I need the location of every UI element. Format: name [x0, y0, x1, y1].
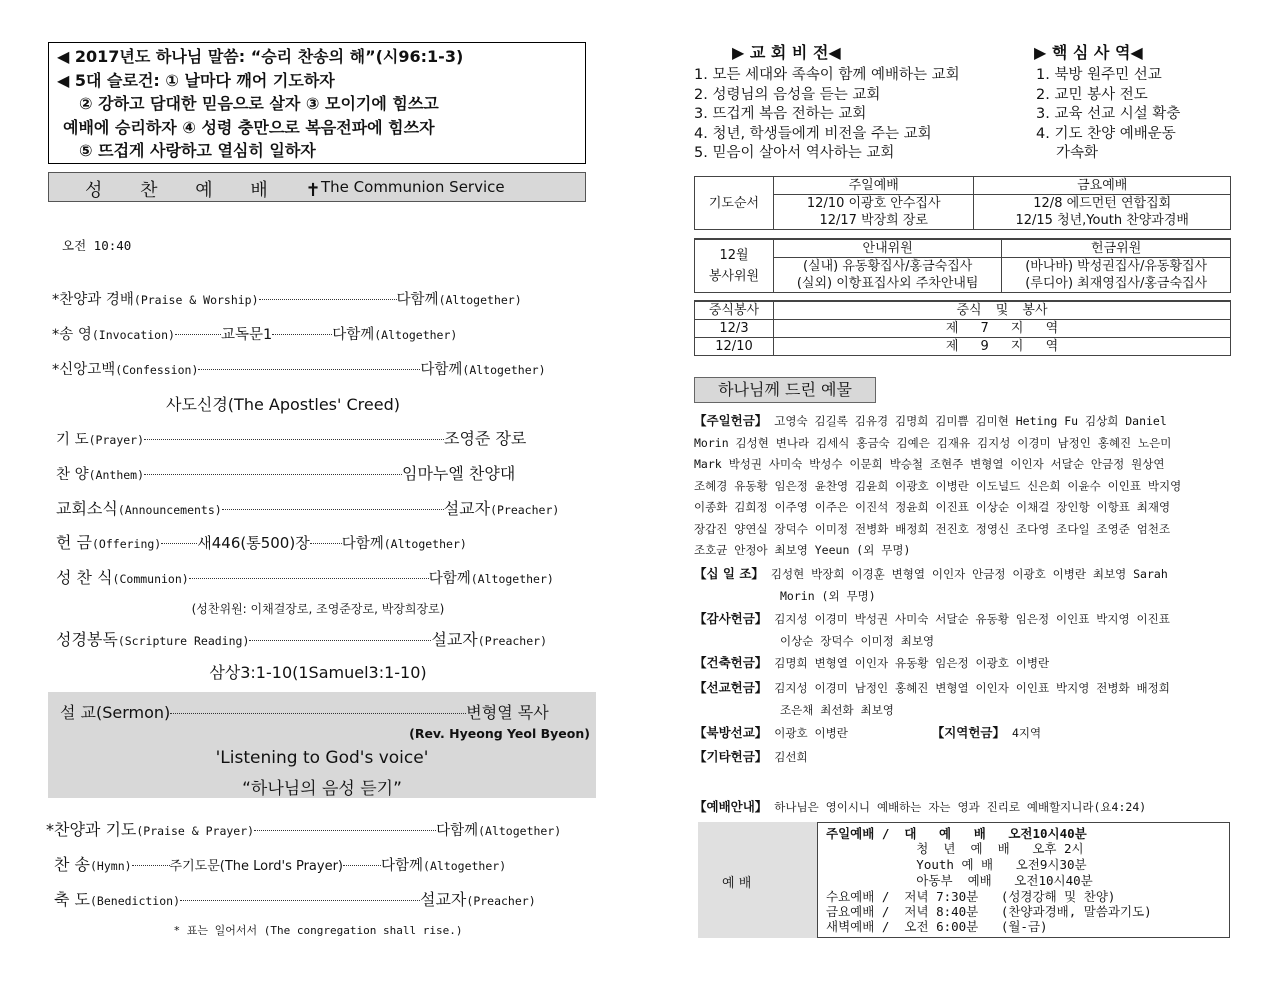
worship-label: 예 배 [722, 876, 752, 891]
offering-head: 헌금위원 [1002, 239, 1231, 258]
sermon-row: 설 교(Sermon) 변형열 목사 [60, 703, 549, 722]
order-row: 교회소식(Announcements) 설교자(Preacher) [56, 499, 560, 518]
list-item: 3. 뜨겁게 복음 전하는 교회 [694, 106, 867, 122]
order-row: 찬 송(Hymn) 주기도문(The Lord's Prayer) 다함께(Altogether) [54, 855, 507, 874]
offering-north: 【북방선교】 이광호 이병란 【지역헌금】 4지역 [694, 725, 1042, 740]
prayer-label: 기도순서 [695, 177, 774, 230]
service-title-bar [48, 172, 586, 202]
sermon-box [48, 692, 596, 798]
worship-line: 금요예배 / 저녁 8:40분 (찬양과경배, 말씀과기도) [826, 904, 1152, 919]
sermon-title-en: 'Listening to God's voice' [215, 748, 429, 768]
worship-label-cell [698, 822, 818, 938]
order-row: *찬양과 경배(Praise & Worship) 다함께(Altogether) [52, 292, 522, 308]
motto-line: ② 강하고 담대한 믿음으로 살자 ③ 모이기에 힘쓰고 [79, 94, 439, 113]
motto-line: ⑤ 뜨겁게 사랑하고 열심히 일하자 [79, 141, 316, 160]
order-row: 찬 양(Anthem) 임마누엘 찬양대 [56, 464, 516, 483]
worship-guide-verse: 【예배안내】 하나님은 영이시니 예배하는 자는 영과 진리로 예배할지니라(요4:24) [694, 799, 1147, 814]
ministry-title: ▶ 핵 심 사 역◀ [1034, 43, 1143, 62]
worship-line: 아동부 예배 오전10시40분 [826, 873, 1093, 888]
order-row: 헌 금(Offering) 새446(통500)장 다함께(Altogether) [56, 533, 467, 552]
list-item: 4. 기도 찬양 예배운동 [1036, 125, 1176, 142]
service-time: 오전 10:40 [62, 238, 132, 253]
scripture: 삼상3:1-10(1Samuel3:1-10) [209, 663, 427, 682]
worship-line: 새벽예배 / 오전 6:00분 (월-금) [826, 919, 1048, 934]
offering-thanks: 【감사헌금】 김지성 이경미 박성권 사미숙 서달순 유동황 임은정 이인표 박지영 이진표 이상순 장덕수 이미정 최보영 [694, 611, 1170, 648]
motto-box [48, 42, 586, 164]
communion-note: (성찬위원: 이채걸장로, 조영준장로, 박장희장로) [191, 602, 445, 616]
order-row: 축 도(Benediction) 설교자(Preacher) [54, 890, 536, 909]
motto-line: 예배에 승리하자 ④ 성령 충만으로 복음전파에 힘쓰자 [63, 117, 435, 137]
header-sunday: 주일예배 [774, 177, 974, 195]
list-item: 2. 성령님의 음성을 듣는 교회 [694, 86, 881, 103]
volunteer-table: 12월 봉사위원 안내위원 헌금위원 (실내) 유동황집사/홍금숙집사 (바나바) 박성권집사/유동황집사 (실외) 이항표집사외 주차안내팀 (루디아) 최재영집사/홍금숙집사 [694, 238, 1231, 293]
offering-other: 【기타헌금】 김선희 [694, 749, 808, 764]
footnote: * 표는 일어서서 (The congregation shall rise.) [173, 924, 463, 937]
list-item: 2. 교민 봉사 전도 [1036, 86, 1148, 103]
creed: 사도신경(The Apostles' Creed) [165, 395, 400, 414]
list-item: 3. 교육 선교 시설 확충 [1036, 106, 1181, 122]
motto-line: ◀ 2017년도 하나님 말씀: “승리 찬송의 해”(시96:1-3) [57, 47, 464, 66]
list-item: 1. 모든 세대와 족속이 함께 예배하는 교회 [694, 67, 960, 83]
header-friday: 금요예배 [974, 177, 1231, 195]
order-row: 성경봉독(Scripture Reading) 설교자(Preacher) [56, 630, 548, 649]
order-row: *신앙고백(Confession) 다함께(Altogether) [52, 362, 546, 378]
list-item: 4. 청년, 학생들에게 비전을 주는 교회 [694, 125, 932, 142]
month-label: 12월 봉사위원 [695, 239, 774, 293]
motto-line: ◀ 5대 슬로건: ① 날마다 깨어 기도하자 [57, 70, 335, 90]
list-item: 가속화 [1056, 145, 1099, 161]
offering-tithe: 【십 일 조】 김성현 박장희 이경훈 변형열 이인자 안금정 이광호 이병란 최보영 Sarah Morin (외 무명) [694, 566, 1168, 603]
list-item: 5. 믿음이 살아서 역사하는 교회 [694, 145, 895, 161]
schedule-table: 기도순서 주일예배 금요예배 12/10 이광호 안수집사 12/8 에드먼턴 연합집회 12/17 박장희 장로 12/15 청년,Youth 찬양과경배 [694, 176, 1231, 230]
offering-title: 하나님께 드린 예물 [694, 377, 876, 403]
ministry-list [1036, 66, 1180, 164]
sermon-preacher-en: (Rev. Hyeong Yeol Byeon) [409, 726, 590, 741]
sermon-title-kr: “하나님의 음성 듣기” [242, 779, 402, 799]
offering-sunday: 【주일헌금】 고영숙 김길록 김유경 김명희 김미쁨 김미현 Heting Fu 김상희 Daniel Morin 김성현 변나라 김세식 홍금숙 김예은 김재유 김지성 이경미 남정인 홍혜진 노은미 Mark 박성권 사미숙 박성수 이문희 박승철 조현주 변형열 이인자 서달순 안금정 원상연 조혜경 유동황 임은정 윤찬영 김윤희 이광호 이병란 이도널드 신은희 이윤수 이인표 박지영 이종화 김희정 이주영 이주은 이진석 정윤희 이진표 이상순 이채걸 장인항 이항표 최재영 장갑진 양연실 장덕수 이미정 전병화 배정희 전진호 정영신 조다영 조다일 조영준 엄천조 조호균 안정아 최보영 Yeeun (외 무명) [694, 413, 1182, 557]
offering-mission: 【선교헌금】 김지성 이경미 남정인 홍혜진 변형열 이인자 이인표 박지영 전병화 배정희 조은채 최선화 최보영 [694, 680, 1170, 717]
offering-building: 【건축헌금】 김명희 변형열 이인자 유동황 임은정 이광호 이병란 [694, 655, 1050, 670]
order-row: *찬양과 기도(Praise & Prayer) 다함께(Altogether) [46, 820, 562, 839]
vision-list [694, 66, 960, 164]
worship-line: 수요예배 / 저녁 7:30분 (성경강해 및 찬양) [826, 889, 1116, 904]
vision-title: ▶ 교 회 비 전◀ [732, 43, 841, 62]
worship-line: 주일예배 / 대 예 배 오전10시40분 [826, 826, 1087, 841]
worship-line: Youth 예 배 오전9시30분 [826, 857, 1087, 872]
list-item: 1. 북방 원주민 선교 [1036, 67, 1162, 83]
order-row: 기 도(Prayer) 조영준 장로 [56, 429, 527, 448]
service-title-en: The Communion Service [321, 178, 505, 196]
order-row: 성 찬 식(Communion) 다함께(Altogether) [56, 568, 554, 587]
order-row: *송 영(Invocation) 교독문1 다함께(Altogether) [52, 327, 458, 343]
service-title-kr: 성 찬 예 배 ✝ [85, 180, 337, 201]
worship-line: 청 년 예 배 오후 2시 [826, 841, 1084, 856]
guide-head: 안내위원 [774, 239, 1002, 258]
lunch-table: 중식봉사 중식 및 봉사 12/3 제 7 지 역 12/10 제 9 지 역 [694, 300, 1231, 356]
